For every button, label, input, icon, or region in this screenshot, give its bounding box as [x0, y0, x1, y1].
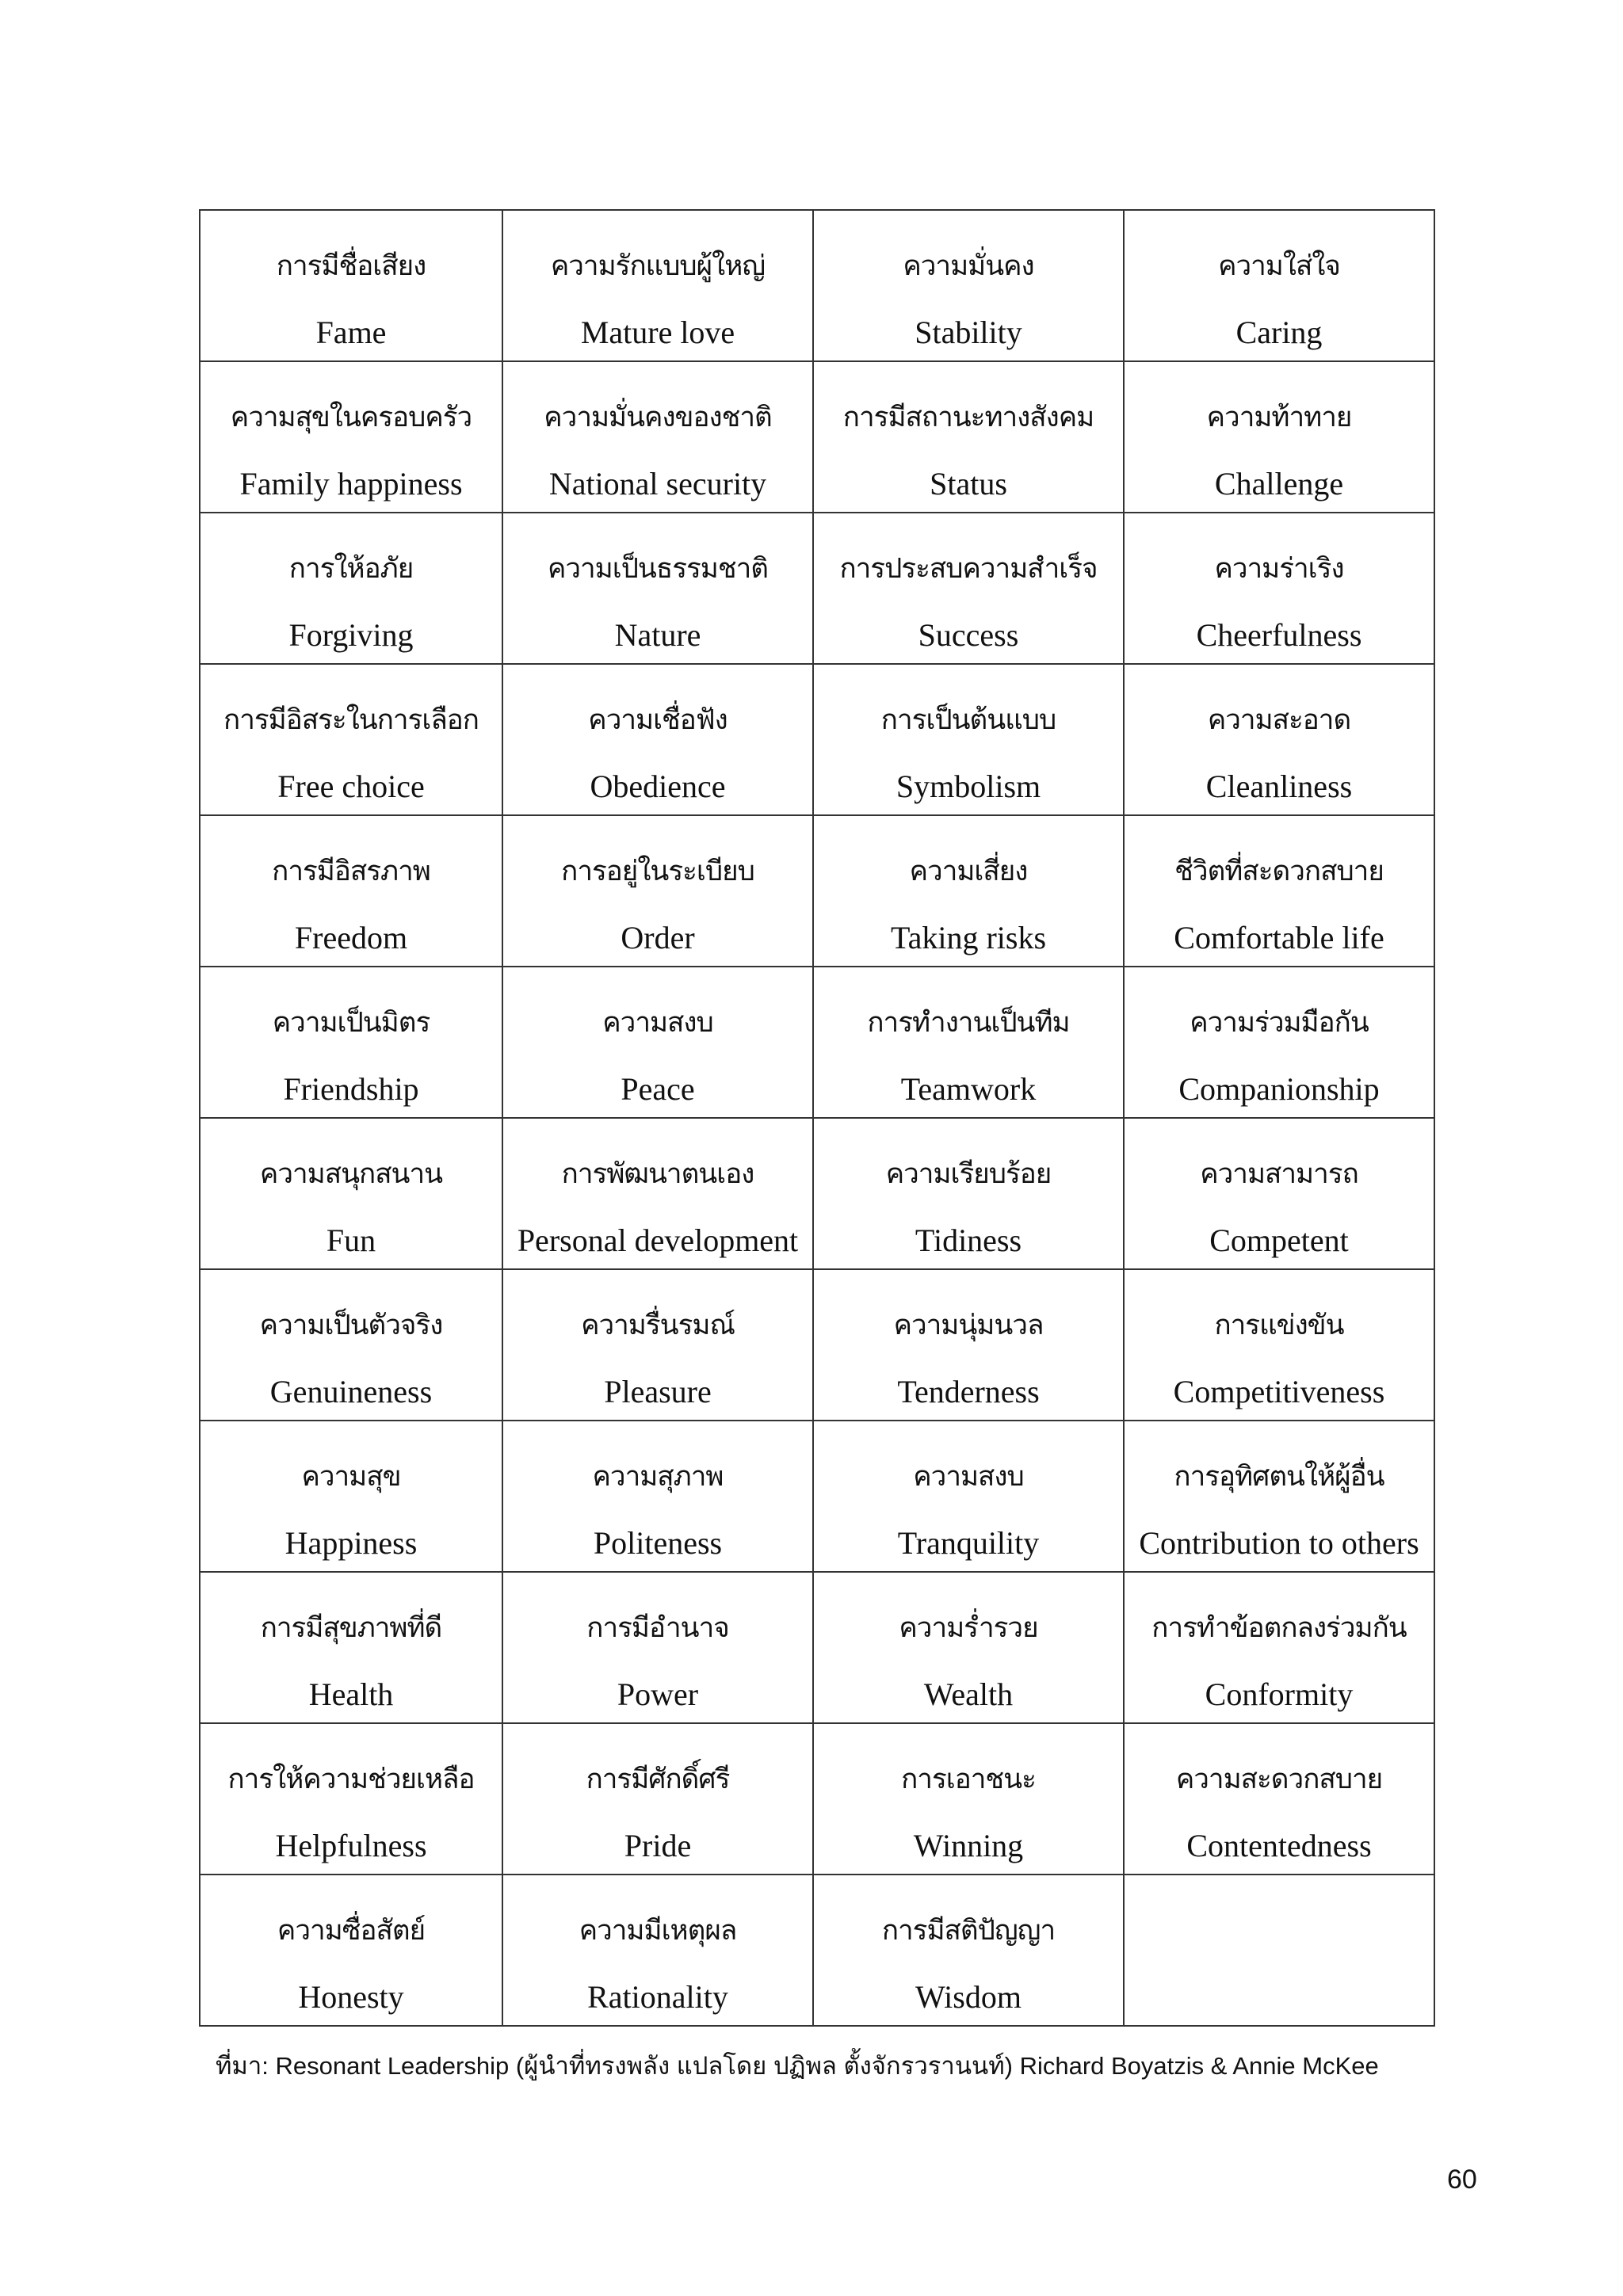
thai-value: การมีสติปัญญา	[881, 1915, 1056, 1947]
thai-value: ความสุขในครอบครัว	[230, 402, 472, 433]
value-cell	[200, 967, 502, 1118]
value-cell	[1124, 664, 1434, 815]
thai-value: ความนุ่มนวล	[893, 1310, 1044, 1341]
value-cell	[1124, 967, 1434, 1118]
thai-value: การมีอิสระในการเลือก	[223, 704, 479, 736]
value-cell	[813, 967, 1124, 1118]
value-cell	[1124, 1875, 1434, 2026]
thai-value: การให้อภัย	[288, 553, 414, 585]
value-cell	[813, 1118, 1124, 1269]
thai-value: การอยู่ในระเบียบ	[561, 856, 754, 887]
value-cell	[502, 1269, 813, 1421]
thai-value: ความเป็นตัวจริง	[259, 1310, 443, 1341]
value-cell	[200, 1269, 502, 1421]
value-cell	[502, 1723, 813, 1875]
table-row	[200, 1118, 1434, 1269]
thai-value: การมีชื่อเสียง	[276, 250, 426, 282]
value-cell	[1124, 1269, 1434, 1421]
value-cell	[1124, 513, 1434, 664]
thai-value: การประสบความสำเร็จ	[839, 553, 1098, 585]
table-row	[200, 1572, 1434, 1723]
thai-value: ความสงบ	[913, 1461, 1024, 1493]
thai-value: ความสะดวกสบาย	[1175, 1764, 1383, 1795]
thai-value: ความมั่นคง	[903, 250, 1034, 282]
thai-value: ชีวิตที่สะดวกสบาย	[1174, 856, 1384, 887]
thai-value: ความสนุกสนาน	[259, 1158, 443, 1190]
thai-value: ความสุข	[301, 1461, 401, 1493]
table-row	[200, 1875, 1434, 2026]
thai-value: การอุทิศตนให้ผู้อื่น	[1174, 1461, 1384, 1493]
value-cell	[1124, 210, 1434, 361]
thai-value: การพัฒนาตนเอง	[561, 1158, 754, 1190]
value-cell	[502, 1875, 813, 2026]
thai-value: ความรื่นรมณ์	[581, 1310, 735, 1341]
source-note: ที่มา: Resonant Leadership (ผู้นำที่ทรงพลัง แปลโดย ปฏิพล ตั้งจักรวรานนท์) Richard Boyatzis & Annie McKee	[216, 2052, 1379, 2080]
table-row	[200, 815, 1434, 967]
english-value: Fun	[326, 1222, 376, 1258]
english-value: Cheerfulness	[1196, 617, 1362, 653]
value-cell	[502, 1572, 813, 1723]
english-value: Caring	[1235, 315, 1323, 350]
english-value: Peace	[621, 1071, 695, 1107]
english-value: Freedom	[294, 920, 408, 955]
thai-value: ความสะอาด	[1207, 704, 1351, 736]
english-value: Stability	[915, 315, 1022, 350]
table-row	[200, 1421, 1434, 1572]
english-value: Conformity	[1205, 1676, 1354, 1712]
value-cell	[813, 210, 1124, 361]
english-value: Contentedness	[1186, 1828, 1372, 1863]
english-value: Genuineness	[269, 1374, 433, 1409]
value-cell	[1124, 361, 1434, 513]
english-value: Status	[930, 466, 1007, 502]
value-cell	[813, 664, 1124, 815]
value-cell	[813, 815, 1124, 967]
english-value: Personal development	[517, 1222, 799, 1258]
english-value: Rationality	[587, 1979, 728, 2015]
english-value: Tidiness	[915, 1222, 1022, 1258]
thai-value: ความเชื่อฟัง	[588, 704, 727, 736]
table-row	[200, 1723, 1434, 1875]
english-value: Taking risks	[890, 920, 1047, 955]
english-value: Friendship	[283, 1071, 419, 1107]
value-cell	[200, 664, 502, 815]
value-cell	[502, 967, 813, 1118]
english-value: Happiness	[285, 1525, 418, 1561]
value-cell	[200, 1875, 502, 2026]
thai-value: การมีอิสรภาพ	[272, 856, 430, 887]
english-value: Companionship	[1178, 1071, 1380, 1107]
english-value: Mature love	[580, 315, 735, 350]
english-value: Order	[621, 920, 695, 955]
table-row	[200, 1269, 1434, 1421]
page-number: 60	[1447, 2164, 1477, 2195]
thai-value: ความรักแบบผู้ใหญ่	[550, 250, 766, 282]
thai-value: การเป็นต้นแบบ	[880, 704, 1056, 736]
value-cell	[1124, 1723, 1434, 1875]
value-cell	[502, 664, 813, 815]
thai-value: ความเป็นธรรมชาติ	[547, 553, 769, 585]
value-cell	[502, 361, 813, 513]
thai-value: ความสุภาพ	[592, 1461, 724, 1493]
english-value: Obedience	[590, 769, 726, 804]
value-cell	[813, 1421, 1124, 1572]
thai-value: การมีศักดิ์ศรี	[586, 1764, 730, 1795]
english-value: Forgiving	[288, 617, 414, 653]
thai-value: การมีสุขภาพที่ดี	[260, 1612, 442, 1644]
value-cell	[200, 361, 502, 513]
value-cell	[200, 1421, 502, 1572]
value-cell	[1124, 1421, 1434, 1572]
thai-value: การให้ความช่วยเหลือ	[227, 1764, 475, 1795]
value-cell	[813, 513, 1124, 664]
english-value: Tranquility	[897, 1525, 1040, 1561]
value-cell	[813, 1723, 1124, 1875]
value-cell	[200, 1723, 502, 1875]
english-value: Fame	[315, 315, 387, 350]
value-cell	[1124, 815, 1434, 967]
values-table	[199, 209, 1435, 2027]
thai-value: ความเป็นมิตร	[272, 1007, 430, 1039]
english-value: Power	[617, 1676, 699, 1712]
english-value: Pride	[624, 1828, 692, 1863]
table-row	[200, 967, 1434, 1118]
thai-value: การมีอำนาจ	[586, 1612, 729, 1644]
value-cell	[813, 361, 1124, 513]
english-value: Wealth	[923, 1676, 1014, 1712]
value-cell	[502, 513, 813, 664]
thai-value: การแข่งขัน	[1214, 1310, 1344, 1341]
english-value: Competent	[1209, 1222, 1349, 1258]
value-cell	[502, 210, 813, 361]
thai-value: ความสามารถ	[1200, 1158, 1358, 1190]
english-value: Health	[308, 1676, 394, 1712]
thai-value: ความเสี่ยง	[909, 856, 1028, 887]
value-cell	[200, 1118, 502, 1269]
value-cell	[813, 1572, 1124, 1723]
thai-value: ความมั่นคงของชาติ	[544, 402, 772, 433]
english-value: Helpfulness	[275, 1828, 427, 1863]
english-value: Pleasure	[604, 1374, 712, 1409]
value-cell	[200, 1572, 502, 1723]
english-value: Teamwork	[900, 1071, 1037, 1107]
english-value: Politeness	[593, 1525, 723, 1561]
thai-value: ความท้าทาย	[1206, 402, 1352, 433]
value-cell	[200, 210, 502, 361]
thai-value: การทำงานเป็นทีม	[867, 1007, 1070, 1039]
english-value: Winning	[913, 1828, 1024, 1863]
thai-value: ความร่ำรวย	[899, 1612, 1038, 1644]
thai-value: ความร่าเริง	[1214, 553, 1344, 585]
thai-value: ความมีเหตุผล	[579, 1915, 737, 1947]
english-value: Comfortable life	[1174, 920, 1384, 955]
table-row	[200, 513, 1434, 664]
thai-value: ความใส่ใจ	[1218, 250, 1340, 282]
english-value: Contribution to others	[1139, 1525, 1419, 1561]
table-row	[200, 361, 1434, 513]
thai-value: การมีสถานะทางสังคม	[842, 402, 1094, 433]
value-cell	[200, 513, 502, 664]
value-cell	[502, 1118, 813, 1269]
thai-value: การเอาชนะ	[901, 1764, 1036, 1795]
value-cell	[502, 1421, 813, 1572]
english-value: Competitiveness	[1173, 1374, 1385, 1409]
english-value: Cleanliness	[1205, 769, 1353, 804]
english-value: Challenge	[1214, 466, 1344, 502]
english-value: Family happiness	[239, 466, 463, 502]
value-cell	[200, 815, 502, 967]
thai-value: ความเรียบร้อย	[885, 1158, 1052, 1190]
english-value: Wisdom	[915, 1979, 1022, 2015]
thai-value: การทำข้อตกลงร่วมกัน	[1151, 1612, 1407, 1644]
table-row	[200, 664, 1434, 815]
english-value: Tenderness	[897, 1374, 1040, 1409]
english-value: National security	[548, 466, 767, 502]
value-cell	[813, 1269, 1124, 1421]
thai-value: ความสงบ	[602, 1007, 713, 1039]
english-value: Honesty	[298, 1979, 404, 2015]
thai-value: ความซื่อสัตย์	[277, 1915, 426, 1947]
value-cell	[1124, 1118, 1434, 1269]
value-cell	[1124, 1572, 1434, 1723]
english-value: Free choice	[277, 769, 425, 804]
thai-value: ความร่วมมือกัน	[1190, 1007, 1369, 1039]
value-cell	[813, 1875, 1124, 2026]
english-value: Nature	[614, 617, 701, 653]
table-row	[200, 210, 1434, 361]
value-cell	[502, 815, 813, 967]
english-value: Success	[918, 617, 1019, 653]
english-value: Symbolism	[896, 769, 1041, 804]
